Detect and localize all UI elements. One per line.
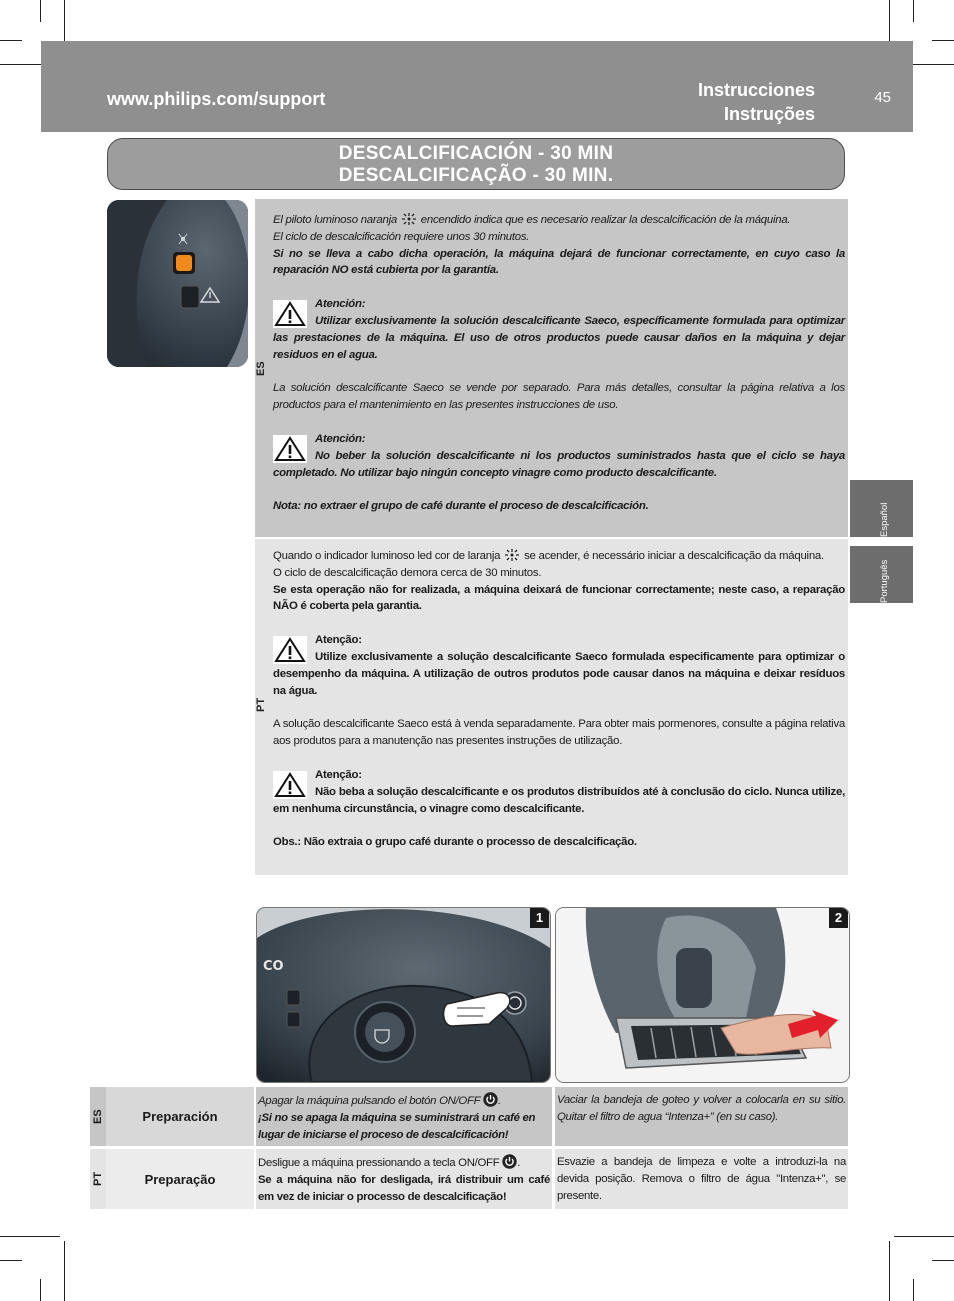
separately-paragraph-pt: A solução descalcificante Saeco está à venda separadamente. Para obter mais pormenores, consulte a página relativa aos produtos para a manutenção nas presentes instruções de utilização. <box>273 718 845 748</box>
warning-1-pt <box>273 632 845 699</box>
section-title-pt: DESCALCIFICAÇÃO - 30 MIN. <box>338 165 614 186</box>
intro-text-b: encendido indica que es necesario realizar la descalcificación de la máquina. <box>420 214 791 226</box>
saeco-logo-fragment: CO <box>263 959 284 974</box>
machine-panel-photo <box>107 200 248 367</box>
step-label-pt: Preparação <box>106 1149 254 1209</box>
header-title-pt: Instruções <box>723 104 815 124</box>
warning-2-body: Não beba a solução descalcificante e os produtos distribuídos até à conclusão do ciclo. Nunca utilize, em nenhuma circunstância, o vinagre como descalcificante. <box>273 785 845 815</box>
step-2-photo <box>555 907 850 1083</box>
support-url[interactable]: www.philips.com/support <box>107 89 326 109</box>
step-1-text-a: Desligue a máquina pressionando a tecla ON/OFF <box>258 1157 500 1169</box>
power-icon <box>502 1154 517 1169</box>
intro-paragraph-pt <box>273 548 845 615</box>
side-tab-pt-label: Português <box>879 559 890 603</box>
step-1-badge: 1 <box>530 908 549 928</box>
step-label-es: Preparación <box>106 1087 254 1146</box>
warning-1-title: Atención: <box>315 298 366 311</box>
note-pt: Obs.: Não extraia o grupo café durante o processo de descalcificação. <box>273 836 637 849</box>
step-1-photo <box>256 907 551 1083</box>
step-1-text-es: Apagar la máquina pulsando el botón ON/OFF . ¡Si no se apaga la máquina se suministrará un café en lugar de iniciarse el proceso de descalcificación! <box>256 1087 552 1146</box>
power-icon <box>483 1092 498 1107</box>
step-1-warning-pt: Se a máquina não for desligada, irá distribuir um café em vez de iniciar o processo de descalcificação! <box>258 1174 550 1203</box>
warning-2-title: Atenção: <box>315 768 362 781</box>
warning-1-body: Utilize exclusivamente a solução descalcificante Saeco formulada especificamente para optimizar o desempenho da máquina. A utilização de outros produtos pode causar danos na máquina e deixar resíduos na água. <box>273 650 845 697</box>
warning-triangle-icon <box>273 300 307 328</box>
section-title-es: DESCALCIFICACIÓN - 30 MIN <box>338 143 614 164</box>
panel-text-es <box>273 212 845 532</box>
intro-text-c: El ciclo de descalcificación requiere unos 30 minutos. <box>273 230 530 243</box>
note-es: Nota: no extraer el grupo de café durante el proceso de descalcificación. <box>273 500 649 513</box>
intro-text-a: El piloto luminoso naranja <box>273 214 397 226</box>
step-row-pt <box>90 1149 848 1209</box>
warning-triangle-icon <box>273 771 307 799</box>
step-lang-es: ES <box>92 1109 104 1124</box>
warning-2-body: No beber la solución descalcificante ni los productos suministrados hasta que el ciclo se haya completado. No utilizar bajo ningún concepto vinagre como producto descalcificante. <box>273 449 845 479</box>
side-tab-es[interactable] <box>850 480 913 537</box>
side-tab-pt[interactable] <box>850 546 913 603</box>
header-title <box>698 78 815 126</box>
step-1-text-a: Apagar la máquina pulsando el botón ON/OFF <box>258 1095 481 1107</box>
warning-2-title: Atención: <box>315 432 366 445</box>
step-1-text-pt: Desligue a máquina pressionando a tecla ON/OFF . Se a máquina não for desligada, irá distribuir um café em vez de iniciar o processo de descalcificação! <box>256 1149 552 1209</box>
step-2-text-es: Vaciar la bandeja de goteo y volver a colocarla en su sitio. Quitar el filtro de agua “Intenza+” (en su caso). <box>555 1087 848 1146</box>
warning-triangle-icon <box>273 636 307 664</box>
step-1-warning-es: ¡Si no se apaga la máquina se suministrará un café en lugar de iniciarse el proceso de descalcificación! <box>258 1112 536 1141</box>
page-header <box>41 41 913 132</box>
intro-text-b: se acender, é necessário iniciar a descalcificação da máquina. <box>524 550 824 562</box>
separately-paragraph-es: La solución descalcificante Saeco se vende por separado. Para más detalles, consultar la página relativa a los productos para el mantenimiento en las presentes instrucciones de uso. <box>273 382 845 412</box>
warning-2-pt <box>273 767 845 817</box>
intro-text-c: O ciclo de descalcificação demora cerca de 30 minutos. <box>273 566 542 579</box>
step-lang-pt: PT <box>92 1171 104 1187</box>
side-tab-es-label: Español <box>879 502 890 537</box>
header-title-es: Instrucciones <box>697 80 815 100</box>
step-row-es <box>90 1087 848 1146</box>
step-2-text-pt: Esvazie a bandeja de limpeza e volte a introduzi-la na devida posição. Remova o filtro de água "Intenza+", se presente. <box>555 1149 848 1209</box>
intro-text-a: Quando o indicador luminoso led cor de laranja <box>273 550 501 562</box>
panel-text-pt <box>273 548 845 868</box>
intro-warning-es: Si no se lleva a cabo dicha operación, la máquina dejará de funcionar correctamente, en cuyo caso la reparación NO está cubierta por la garantía. <box>273 247 845 277</box>
text-panel-es <box>255 199 848 537</box>
table-divider <box>552 1087 555 1209</box>
warning-1-body: Utilizar exclusivamente la solución descalcificante Saeco, específicamente formulada para optimizar las prestaciones de la máquina. El uso de otros productos puede causar daños en la máquina y dejar residuos en el agua. <box>273 314 845 361</box>
section-title <box>107 138 845 190</box>
step-2-badge: 2 <box>829 908 848 928</box>
lang-code-pt: PT <box>255 697 267 713</box>
warning-2-es <box>273 431 845 481</box>
lang-code-es: ES <box>255 361 267 377</box>
warning-1-es <box>273 296 845 363</box>
descale-led-icon <box>503 548 521 562</box>
intro-warning-pt: Se esta operação não for realizada, a máquina deixará de funcionar correctamente; neste caso, a reparação NÃO é coberta pela garantia. <box>273 583 845 613</box>
page-number: 45 <box>874 89 891 106</box>
warning-triangle-icon <box>273 435 307 463</box>
descale-led-icon <box>400 212 418 226</box>
text-panel-pt <box>255 539 848 875</box>
warning-1-title: Atenção: <box>315 634 362 647</box>
intro-paragraph-es <box>273 212 845 279</box>
table-divider <box>254 1087 256 1209</box>
